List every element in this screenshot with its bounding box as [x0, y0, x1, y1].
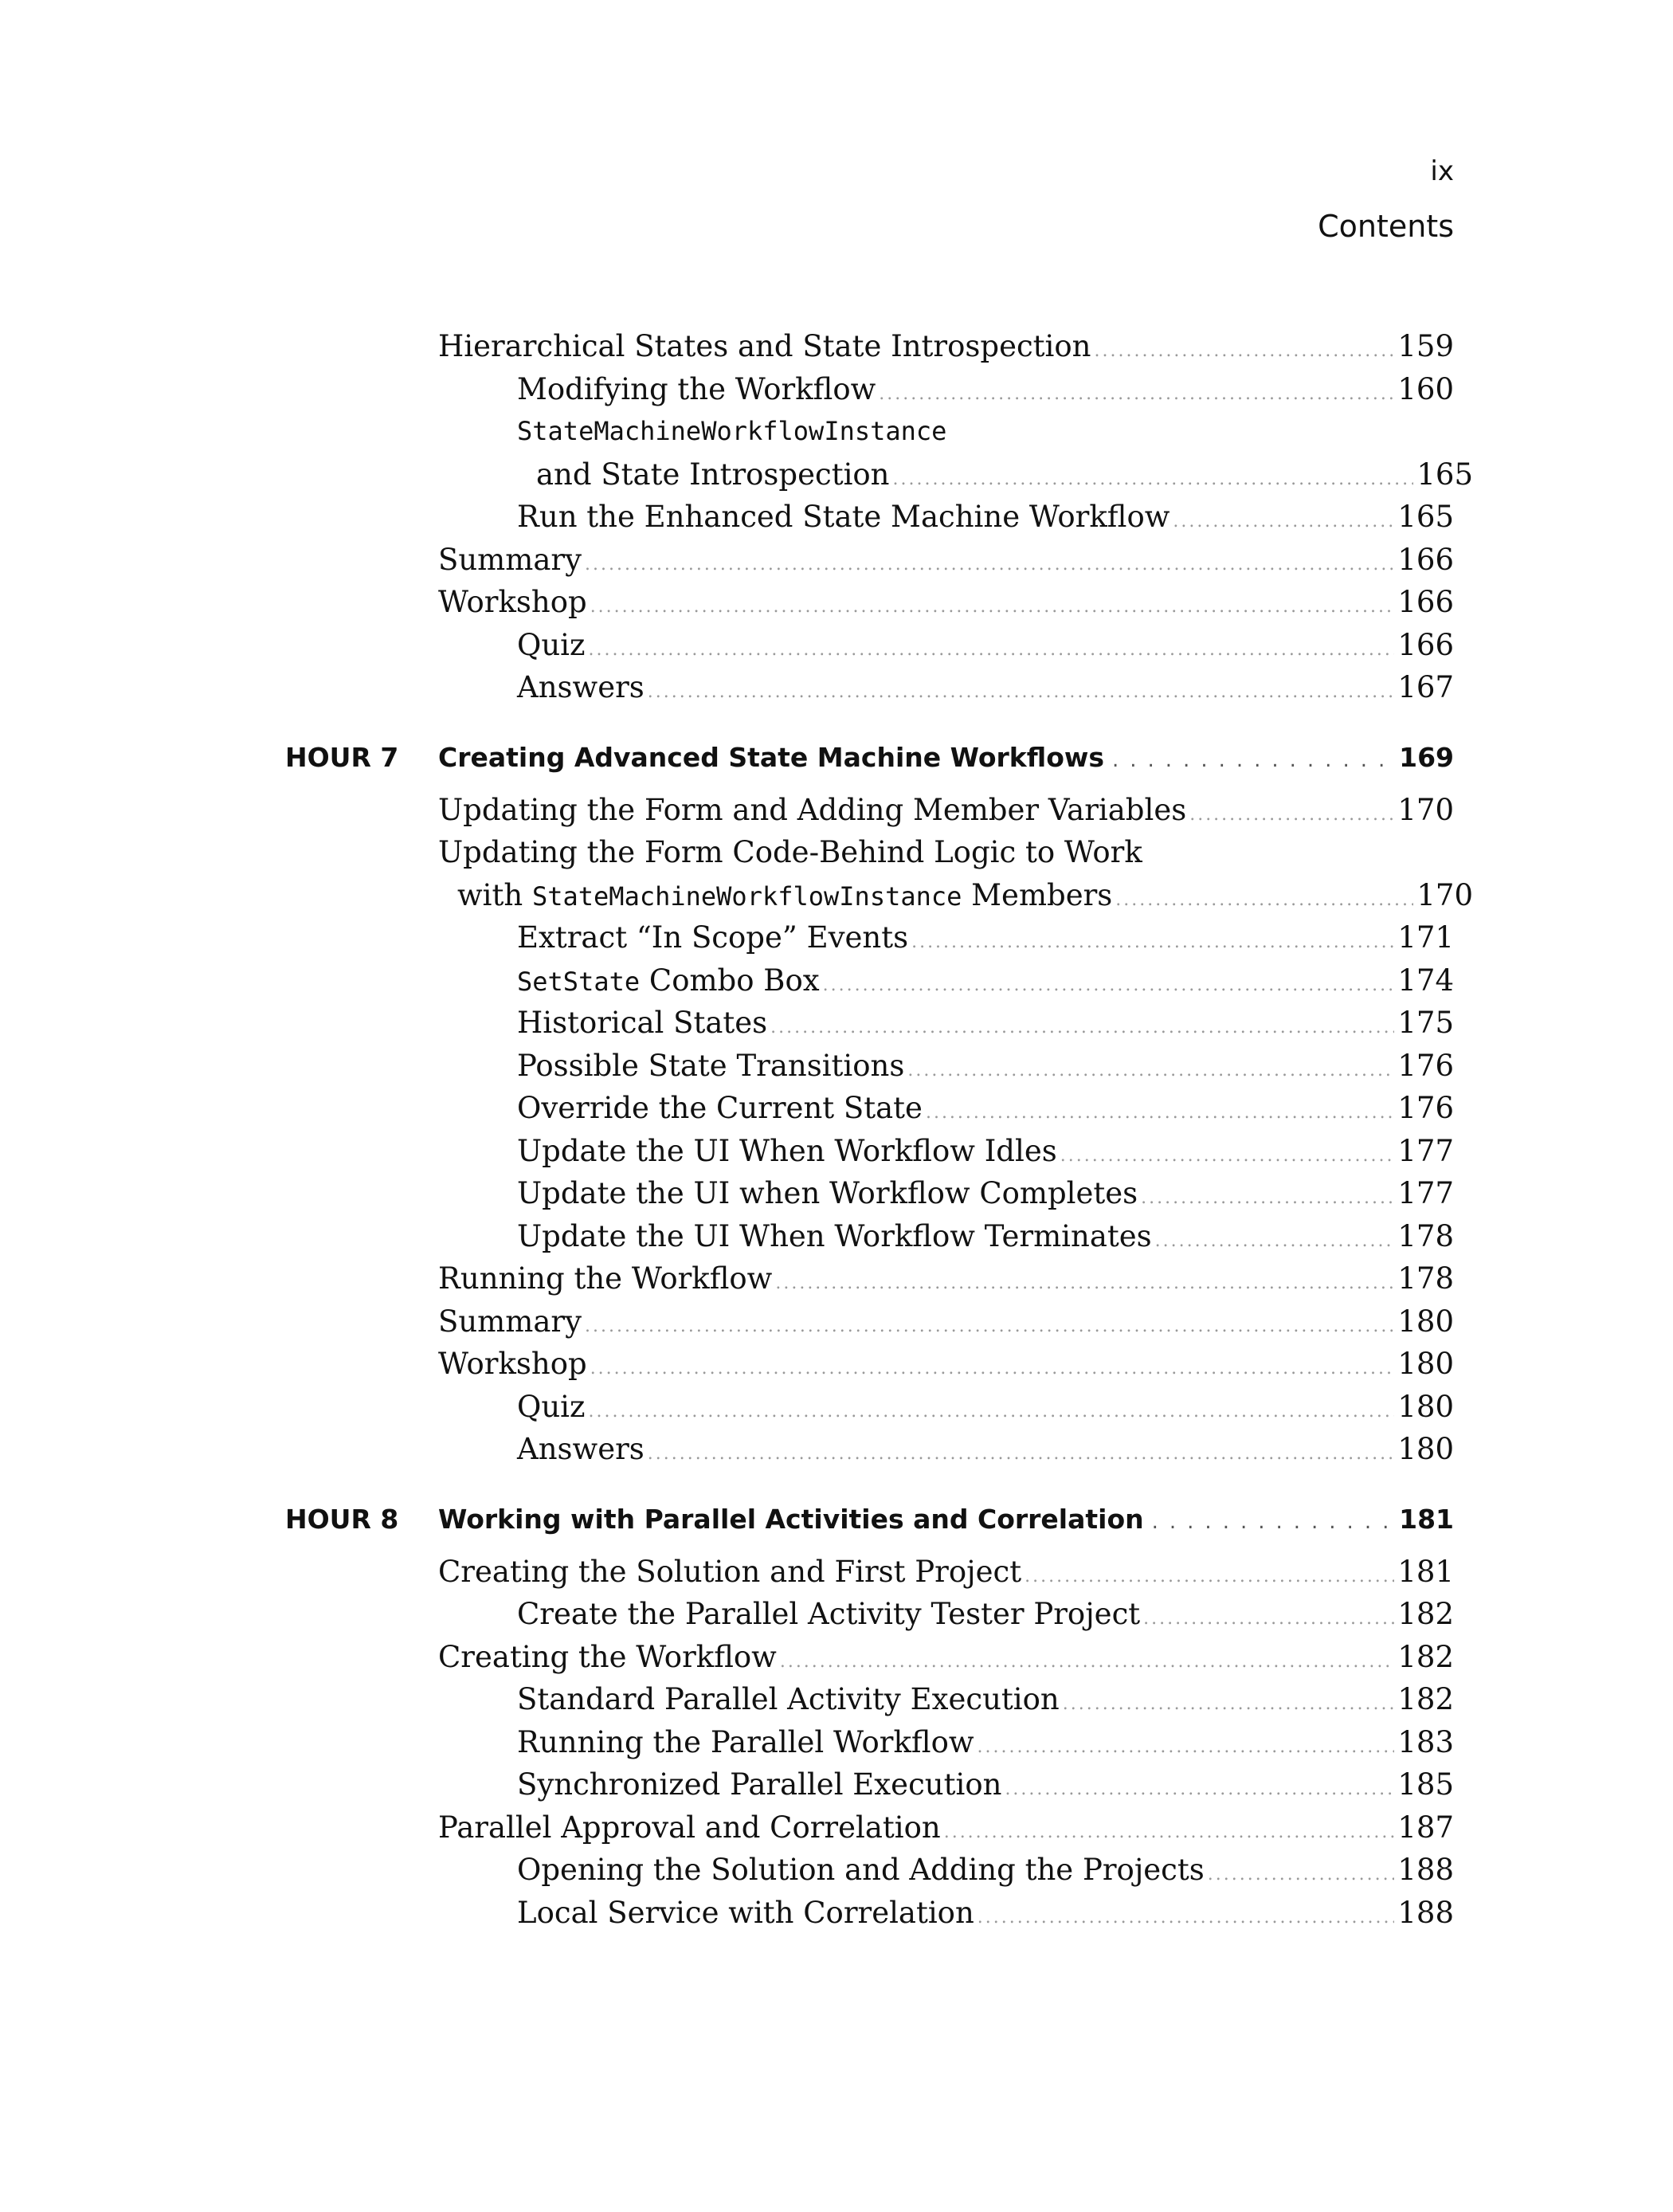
toc-entry-title: Running the Workflow — [438, 1261, 773, 1296]
toc-entry[interactable] — [517, 1386, 1454, 1429]
toc-entry[interactable] — [438, 1343, 1454, 1386]
leader-dots — [1208, 1853, 1395, 1896]
leader-dots — [879, 373, 1394, 416]
toc-entry-page: 177 — [1397, 1176, 1454, 1210]
leader-dots — [823, 964, 1395, 1007]
toc-entry[interactable] — [438, 789, 1454, 832]
leader-dots — [585, 1305, 1394, 1348]
toc-entry-page: 177 — [1397, 1133, 1454, 1168]
toc-entry[interactable] — [517, 1045, 1454, 1088]
toc-entry-title: Creating the Solution and First Project — [438, 1554, 1022, 1589]
leader-dots — [893, 458, 1414, 501]
leader-dots — [944, 1811, 1395, 1854]
toc-entry[interactable] — [517, 1428, 1454, 1471]
toc-entry[interactable] — [517, 624, 1454, 667]
leader-dots — [1115, 879, 1413, 922]
toc-entry-title: Update the UI When Workflow Terminates — [517, 1218, 1152, 1253]
leader-dots — [1025, 1555, 1394, 1598]
toc-entry[interactable] — [438, 1300, 1454, 1343]
toc-entry-title: Update the UI when Workflow Completes — [517, 1176, 1138, 1210]
toc-entry[interactable] — [438, 539, 1454, 582]
toc-entry-page: 160 — [1397, 371, 1454, 406]
hour-label: HOUR 8 — [285, 1503, 399, 1535]
toc-entry[interactable] — [517, 666, 1454, 709]
leader-dots — [1189, 794, 1394, 837]
toc-entry-title: Summary — [438, 542, 582, 577]
toc-entry-title: Standard Parallel Activity Execution — [517, 1682, 1060, 1716]
hour-title: Working with Parallel Activities and Correlation — [438, 1503, 1144, 1535]
leader-dots — [1095, 330, 1395, 373]
hour-title: Creating Advanced State Machine Workflows — [438, 741, 1104, 773]
toc-entry-title: Opening the Solution and Adding the Projects — [517, 1853, 1205, 1887]
leader-dots — [780, 1641, 1395, 1684]
toc-entry-code: StateMachineWorkflowInstance — [531, 880, 962, 912]
toc-entry-title: Local Service with Correlation — [517, 1895, 974, 1930]
leader-dots — [907, 1049, 1394, 1092]
toc-entry-page: 178 — [1397, 1218, 1454, 1253]
leader-dots — [775, 1262, 1394, 1305]
toc-entry-text: Members — [962, 877, 1113, 912]
toc-entry[interactable] — [517, 453, 1473, 496]
leader-dots — [1060, 1135, 1395, 1178]
toc-entry[interactable] — [438, 1806, 1454, 1849]
hour-7-heading[interactable] — [0, 731, 1454, 784]
toc-entry[interactable] — [517, 1892, 1454, 1935]
toc-entry-page: 167 — [1397, 670, 1454, 704]
toc-entry-title: Updating the Form Code-Behind Logic to Work — [438, 835, 1142, 869]
toc-entry-page: 187 — [1397, 1810, 1454, 1845]
toc-entry-code: SetState — [517, 966, 641, 997]
leader-dots — [1141, 1177, 1394, 1220]
toc-entry-title — [457, 874, 1112, 919]
toc-entry[interactable] — [517, 1215, 1454, 1258]
toc-entry[interactable] — [517, 1172, 1454, 1215]
toc-entry-page: 183 — [1397, 1724, 1454, 1759]
toc-entry-title: Answers — [517, 1432, 645, 1466]
toc-entry-page: 188 — [1397, 1853, 1454, 1887]
toc-entry-page: 180 — [1397, 1304, 1454, 1339]
leader-dots — [1155, 1220, 1395, 1263]
toc-entry-title: Workshop — [438, 585, 587, 619]
toc-entry-title: Answers — [517, 670, 645, 704]
leader-dots — [589, 629, 1395, 672]
toc-entry-page: 166 — [1397, 627, 1454, 662]
leader-dots — [1173, 500, 1394, 543]
toc-entry[interactable] — [438, 1636, 1454, 1679]
toc-entry[interactable] — [517, 1721, 1454, 1764]
toc-entry[interactable] — [517, 1593, 1454, 1636]
toc-entry[interactable] — [517, 1087, 1454, 1130]
toc-entry-title: Extract “In Scope” Events — [517, 920, 909, 955]
toc-entry-title: Possible State Transitions — [517, 1048, 905, 1083]
toc-entry[interactable] — [517, 1130, 1454, 1173]
leader-dots — [978, 1896, 1395, 1939]
toc-entry-code: StateMachineWorkflowInstance — [517, 416, 947, 446]
leader-dots — [770, 1006, 1394, 1049]
toc-entry-title: Workshop — [438, 1347, 587, 1381]
toc-entry[interactable] — [517, 1763, 1454, 1806]
leader-dots — [589, 1390, 1395, 1433]
toc-entry-page: 165 — [1397, 500, 1454, 534]
toc-entry-title: Run the Enhanced State Machine Workflow — [517, 500, 1170, 534]
toc-entry-title — [517, 959, 820, 1004]
toc-entry[interactable] — [438, 831, 1454, 874]
toc-entry-page: 182 — [1397, 1639, 1454, 1674]
toc-entry-page: 185 — [1397, 1767, 1454, 1802]
toc-entry[interactable] — [517, 410, 1454, 453]
toc-entry[interactable] — [438, 1257, 1454, 1300]
toc-entry-title: Hierarchical States and State Introspection — [438, 329, 1091, 363]
toc-entry-page: 170 — [1416, 877, 1473, 912]
toc-entry[interactable] — [438, 325, 1454, 368]
toc-entry[interactable] — [517, 916, 1454, 959]
toc-entry-title: Historical States — [517, 1006, 768, 1040]
toc-entry-page: 181 — [1397, 1554, 1454, 1589]
leader-dots — [1005, 1768, 1394, 1811]
toc-entry[interactable] — [438, 1551, 1454, 1594]
leader-dots — [1152, 1496, 1391, 1548]
toc-entry-page: 180 — [1397, 1347, 1454, 1381]
toc-entry-title: Quiz — [517, 1389, 586, 1424]
toc-entry[interactable] — [517, 1678, 1454, 1721]
toc-entry-page: 180 — [1397, 1389, 1454, 1424]
toc-entry-title: Create the Parallel Activity Tester Project — [517, 1597, 1141, 1631]
toc-entry-page: 171 — [1397, 920, 1454, 955]
leader-dots — [585, 543, 1394, 586]
toc-entry-title: Update the UI When Workflow Idles — [517, 1133, 1057, 1168]
toc-entry[interactable] — [517, 368, 1454, 411]
page-number: ix — [1430, 155, 1454, 187]
leader-dots — [926, 1092, 1394, 1135]
toc-entry[interactable] — [517, 959, 1454, 1002]
running-head: Contents — [1318, 209, 1454, 244]
leader-dots — [978, 1726, 1395, 1769]
leader-dots — [911, 921, 1394, 964]
toc-entry[interactable] — [438, 581, 1454, 624]
toc-entry-title: Synchronized Parallel Execution — [517, 1767, 1002, 1802]
leader-dots — [1112, 734, 1391, 786]
leader-dots — [1143, 1598, 1394, 1641]
toc-entry-page: 165 — [1416, 457, 1473, 492]
toc-entry-page: 188 — [1397, 1895, 1454, 1930]
toc-entry-title: and State Introspection — [536, 457, 890, 492]
toc-entry-page: 166 — [1397, 585, 1454, 619]
toc-entry-page: 170 — [1397, 792, 1454, 827]
toc-entry-page: 175 — [1397, 1006, 1454, 1040]
toc-entry-title: Updating the Form and Adding Member Variables — [438, 792, 1187, 827]
toc-entry-title: Modifying the Workflow — [517, 371, 876, 406]
toc-entry-title: Parallel Approval and Correlation — [438, 1810, 941, 1845]
leader-dots — [590, 586, 1395, 629]
hour-8-heading[interactable] — [0, 1493, 1454, 1546]
toc-entry-page: 159 — [1397, 329, 1454, 363]
toc-entry[interactable] — [517, 496, 1454, 539]
toc-entry[interactable] — [438, 874, 1473, 917]
toc-entry-page: 166 — [1397, 542, 1454, 577]
leader-dots — [590, 1347, 1395, 1390]
leader-dots — [648, 671, 1395, 714]
toc-entry-text: with — [457, 877, 532, 912]
toc-entry-title: Summary — [438, 1304, 582, 1339]
toc-entry-page: 182 — [1397, 1597, 1454, 1631]
toc-entry-page: 180 — [1397, 1432, 1454, 1466]
leader-dots — [648, 1433, 1395, 1476]
table-of-contents — [0, 325, 1673, 1934]
toc-entry-text: Combo Box — [640, 963, 820, 998]
toc-entry-page: 176 — [1397, 1048, 1454, 1083]
toc-entry-page: 182 — [1397, 1682, 1454, 1716]
hour-page: 181 — [1399, 1503, 1454, 1535]
toc-entry-page: 176 — [1397, 1091, 1454, 1125]
toc-entry-title: Creating the Workflow — [438, 1639, 777, 1674]
hour-label: HOUR 7 — [285, 741, 399, 773]
toc-entry[interactable] — [517, 1849, 1454, 1892]
toc-entry-title: Running the Parallel Workflow — [517, 1724, 974, 1759]
toc-entry-title: Quiz — [517, 627, 586, 662]
toc-entry-page: 174 — [1397, 963, 1454, 998]
toc-entry[interactable] — [517, 1002, 1454, 1045]
leader-dots — [1063, 1683, 1395, 1726]
hour-page: 169 — [1399, 741, 1454, 773]
toc-entry-title: Override the Current State — [517, 1091, 923, 1125]
toc-entry-page: 178 — [1397, 1261, 1454, 1296]
